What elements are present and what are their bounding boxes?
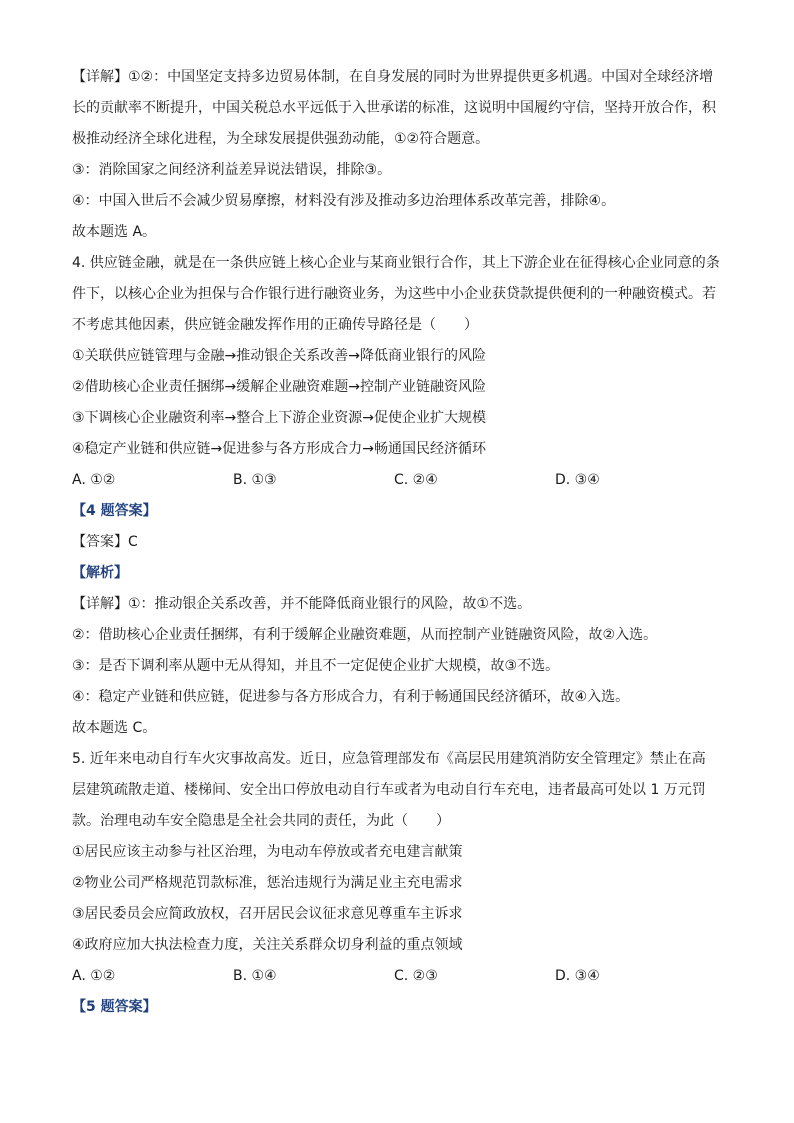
q4-stem-line-3: 不考虑其他因素，供应链金融发挥作用的正确传导路径是（ ）	[72, 317, 478, 333]
q5-options	[72, 961, 722, 992]
q5-stem-line-3: 款。治理电动车安全隐患是全社会共同的责任，为此（ ）	[72, 813, 450, 829]
q4-option-c: C. ②④	[394, 472, 438, 488]
q4-option-b: B. ①③	[233, 472, 277, 488]
q5-statement-3: ③居民委员会应简政放权，召开居民会议征求意见尊重车主诉求	[72, 906, 463, 922]
q5-stem-line-1: 5. 近年来电动自行车火灾事故高发。近日，应急管理部发布《高层民用建筑消防安全管理定》禁止在高	[72, 751, 706, 767]
q5-answer-heading: 【5 题答案】	[72, 999, 157, 1015]
q4-detail-line-1: 【详解】①：推动银企关系改善，并不能降低商业银行的风险，故①不选。	[72, 596, 532, 612]
q4-statement-4: ④稳定产业链和供应链→促进参与各方形成合力→畅通国民经济循环	[72, 441, 487, 457]
q3-detail-line-3: 极推动经济全球化进程，为全球发展提供强劲动能，①②符合题意。	[72, 131, 490, 147]
q5-option-c: C. ②③	[394, 968, 438, 984]
q3-detail-line-2: 长的贡献率不断提升，中国关税总水平远低于入世承诺的标准，这说明中国履约守信，坚持开放合作，积	[72, 100, 716, 116]
q4-detail-line-2: ②：借助核心企业责任捆绑，有利于缓解企业融资难题，从而控制产业链融资风险，故②入选。	[72, 627, 658, 643]
q5-option-a: A. ①②	[72, 968, 116, 984]
q5-option-d: D. ③④	[555, 968, 600, 984]
q3-detail-line-5: ④：中国入世后不会减少贸易摩擦，材料没有涉及推动多边治理体系改革完善，排除④。	[72, 193, 616, 209]
q5-statement-1: ①居民应该主动参与社区治理，为电动车停放或者充电建言献策	[72, 844, 463, 860]
q4-option-d: D. ③④	[555, 472, 600, 488]
q4-answer-heading: 【4 题答案】	[72, 503, 157, 519]
q4-stem-line-1: 4. 供应链金融，就是在一条供应链上核心企业与某商业银行合作，其上下游企业在征得核心企业同意的条	[72, 255, 720, 271]
q4-options	[72, 465, 722, 496]
q4-detail-line-3: ③：是否下调利率从题中无从得知，并且不一定促使企业扩大规模，故③不选。	[72, 658, 560, 674]
q3-detail-line-1: 【详解】①②：中国坚定支持多边贸易体制，在自身发展的同时为世界提供更多机遇。中国对全球经济增	[72, 69, 714, 85]
q4-statement-1: ①关联供应链管理与金融→推动银企关系改善→降低商业银行的风险	[72, 348, 487, 364]
q3-conclusion: 故本题选 A。	[72, 224, 157, 240]
q4-option-a: A. ①②	[72, 472, 116, 488]
q4-statement-3: ③下调核心企业融资利率→整合上下游企业资源→促使企业扩大规模	[72, 410, 487, 426]
q4-statement-2: ②借助核心企业责任捆绑→缓解企业融资难题→控制产业链融资风险	[72, 379, 487, 395]
q5-statement-4: ④政府应加大执法检查力度，关注关系群众切身利益的重点领域	[72, 937, 463, 953]
q5-option-b: B. ①④	[233, 968, 277, 984]
q4-conclusion: 故本题选 C。	[72, 720, 157, 736]
q3-detail-line-4: ③：消除国家之间经济利益差异说法错误，排除③。	[72, 162, 392, 178]
q5-stem-line-2: 层建筑疏散走道、楼梯间、安全出口停放电动自行车或者为电动自行车充电，违者最高可处以 1 万元罚	[72, 782, 706, 798]
q4-answer: 【答案】C	[72, 534, 138, 550]
q4-analysis-heading: 【解析】	[72, 565, 128, 581]
q4-stem-line-2: 件下，以核心企业为担保与合作银行进行融资业务，为这些中小企业获贷款提供便利的一种融资模式。若	[72, 286, 716, 302]
q5-statement-2: ②物业公司严格规范罚款标准，惩治违规行为满足业主充电需求	[72, 875, 463, 891]
q4-detail-line-4: ④：稳定产业链和供应链，促进参与各方形成合力，有利于畅通国民经济循环，故④入选。	[72, 689, 630, 705]
